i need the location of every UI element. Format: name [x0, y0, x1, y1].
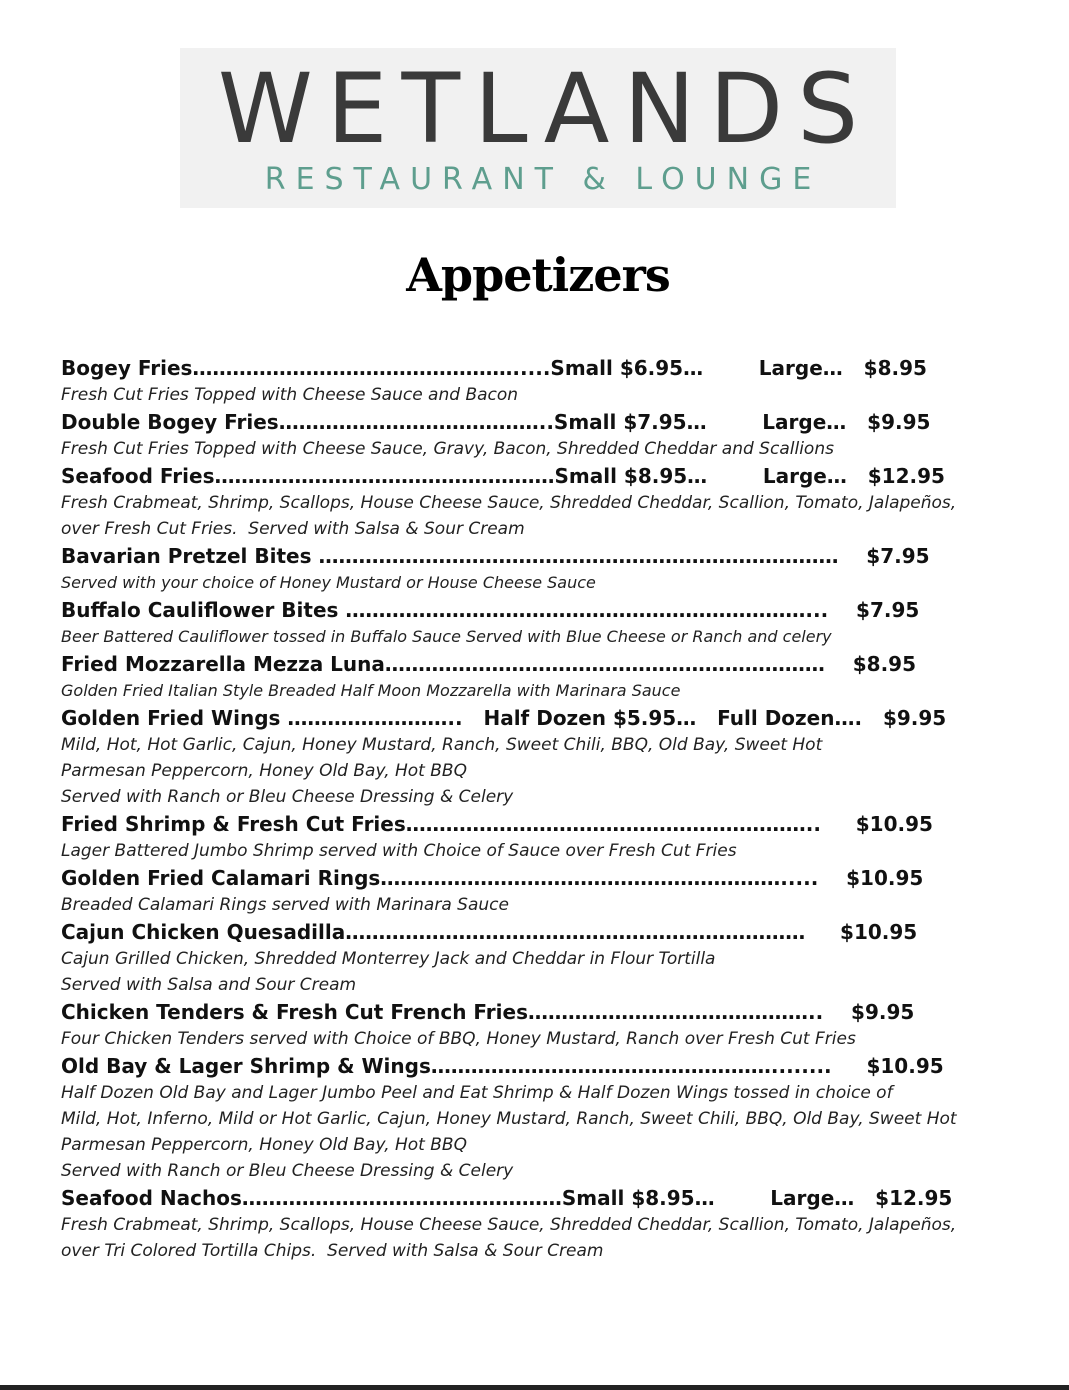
menu-item-name-price: Cajun Chicken Quesadilla…………………………………………………………… $10.95	[61, 920, 918, 944]
menu-item-name-price: Bavarian Pretzel Bites …………………………………………………………………… $7.95	[61, 544, 930, 568]
menu-item-name-price: Seafood Nachos…………………………………………Small $8.95… Large… $12.95	[61, 1186, 953, 1210]
menu-item-description: Served with Ranch or Bleu Cheese Dressing & Celery	[61, 787, 514, 807]
menu-item	[61, 998, 1021, 1052]
menu-item-description: Served with Ranch or Bleu Cheese Dressing & Celery	[61, 1161, 514, 1181]
menu-item-description: Parmesan Peppercorn, Honey Old Bay, Hot BBQ	[61, 1135, 467, 1155]
menu-item-description: Breaded Calamari Rings served with Marinara Sauce	[61, 895, 509, 915]
menu-item	[61, 1052, 1021, 1184]
menu-item	[61, 810, 1021, 864]
menu-item	[61, 354, 1021, 408]
menu-item-name-price: Buffalo Cauliflower Bites ……………………………………………………………... $7.95	[61, 598, 920, 622]
menu-item	[61, 596, 1021, 650]
menu-item-description: Lager Battered Jumbo Shrimp served with Choice of Sauce over Fresh Cut Fries	[61, 841, 737, 861]
menu-item-name-price: Bogey Fries………………………………………….....Small $6.95… Large… $8.95	[61, 356, 927, 380]
menu-item-description: Beer Battered Cauliflower tossed in Buffalo Sauce Served with Blue Cheese or Ranch and celery	[61, 627, 832, 646]
menu-item	[61, 1184, 1021, 1264]
bottom-border	[0, 1385, 1069, 1390]
menu-item-description: Golden Fried Italian Style Breaded Half Moon Mozzarella with Marinara Sauce	[61, 681, 681, 700]
menu-item-name-price: Fried Mozzarella Mezza Luna………………………………………………………… $8.95	[61, 652, 916, 676]
menu-item-description: Fresh Cut Fries Topped with Cheese Sauce, Gravy, Bacon, Shredded Cheddar and Scallions	[61, 439, 834, 459]
menu-item-name-price: Chicken Tenders & Fresh Cut French Fries…………………………………….. $9.95	[61, 1000, 915, 1024]
menu-item-description: Cajun Grilled Chicken, Shredded Monterrey Jack and Cheddar in Flour Tortilla	[61, 949, 716, 969]
menu-item	[61, 704, 1021, 810]
menu-item-name-price: Golden Fried Calamari Rings……………………………………………………..... $10.95	[61, 866, 924, 890]
menu-item	[61, 650, 1021, 704]
menu-item-description: Fresh Crabmeat, Shrimp, Scallops, House Cheese Sauce, Shredded Cheddar, Scallion, Tomato, Jalapeños,	[61, 1215, 957, 1235]
menu-item-description: Fresh Crabmeat, Shrimp, Scallops, House Cheese Sauce, Shredded Cheddar, Scallion, Tomato, Jalapeños,	[61, 493, 957, 513]
menu-item-name-price: Fried Shrimp & Fresh Cut Fries…………………………………………………….. $10.95	[61, 812, 933, 836]
section-heading: Appetizers	[406, 248, 670, 302]
menu-item-description: Four Chicken Tenders served with Choice of BBQ, Honey Mustard, Ranch over Fresh Cut Fries	[61, 1029, 856, 1049]
menu-item	[61, 864, 1021, 918]
menu-item-description: Served with Salsa and Sour Cream	[61, 975, 357, 995]
logo-subtitle: RESTAURANT & LOUNGE	[264, 162, 822, 197]
menu-item-name-price: Double Bogey Fries…………………………………..Small $7.95… Large… $9.95	[61, 410, 931, 434]
menu-item	[61, 918, 1021, 998]
menu-item-name-price: Golden Fried Wings …………………….. Half Dozen $5.95… Full Dozen…. $9.95	[61, 706, 947, 730]
menu-item-description: over Tri Colored Tortilla Chips. Served with Salsa & Sour Cream	[61, 1241, 604, 1261]
logo-title: WETLANDS	[217, 53, 873, 165]
menu-item-description: over Fresh Cut Fries. Served with Salsa & Sour Cream	[61, 519, 525, 539]
restaurant-logo	[180, 48, 896, 208]
menu-item	[61, 462, 1021, 542]
menu-item-description: Half Dozen Old Bay and Lager Jumbo Peel and Eat Shrimp & Half Dozen Wings tossed in choice of	[61, 1083, 893, 1103]
menu-item-description: Fresh Cut Fries Topped with Cheese Sauce and Bacon	[61, 385, 519, 405]
menu-item-description: Served with your choice of Honey Mustard or House Cheese Sauce	[61, 573, 596, 592]
appetizer-menu	[61, 354, 1021, 1264]
menu-item-name-price: Seafood Fries……………………………………………Small $8.95… Large… $12.95	[61, 464, 945, 488]
menu-item	[61, 542, 1021, 596]
menu-item	[61, 408, 1021, 462]
menu-item-description: Mild, Hot, Inferno, Mild or Hot Garlic, Cajun, Honey Mustard, Ranch, Sweet Chili, BBQ, Old Bay, Sweet Hot	[61, 1109, 957, 1129]
menu-item-name-price: Old Bay & Lager Shrimp & Wings……………………………………………........ $10.95	[61, 1054, 944, 1078]
menu-item-description: Mild, Hot, Hot Garlic, Cajun, Honey Mustard, Ranch, Sweet Chili, BBQ, Old Bay, Sweet Hot	[61, 735, 823, 755]
menu-item-description: Parmesan Peppercorn, Honey Old Bay, Hot BBQ	[61, 761, 467, 781]
